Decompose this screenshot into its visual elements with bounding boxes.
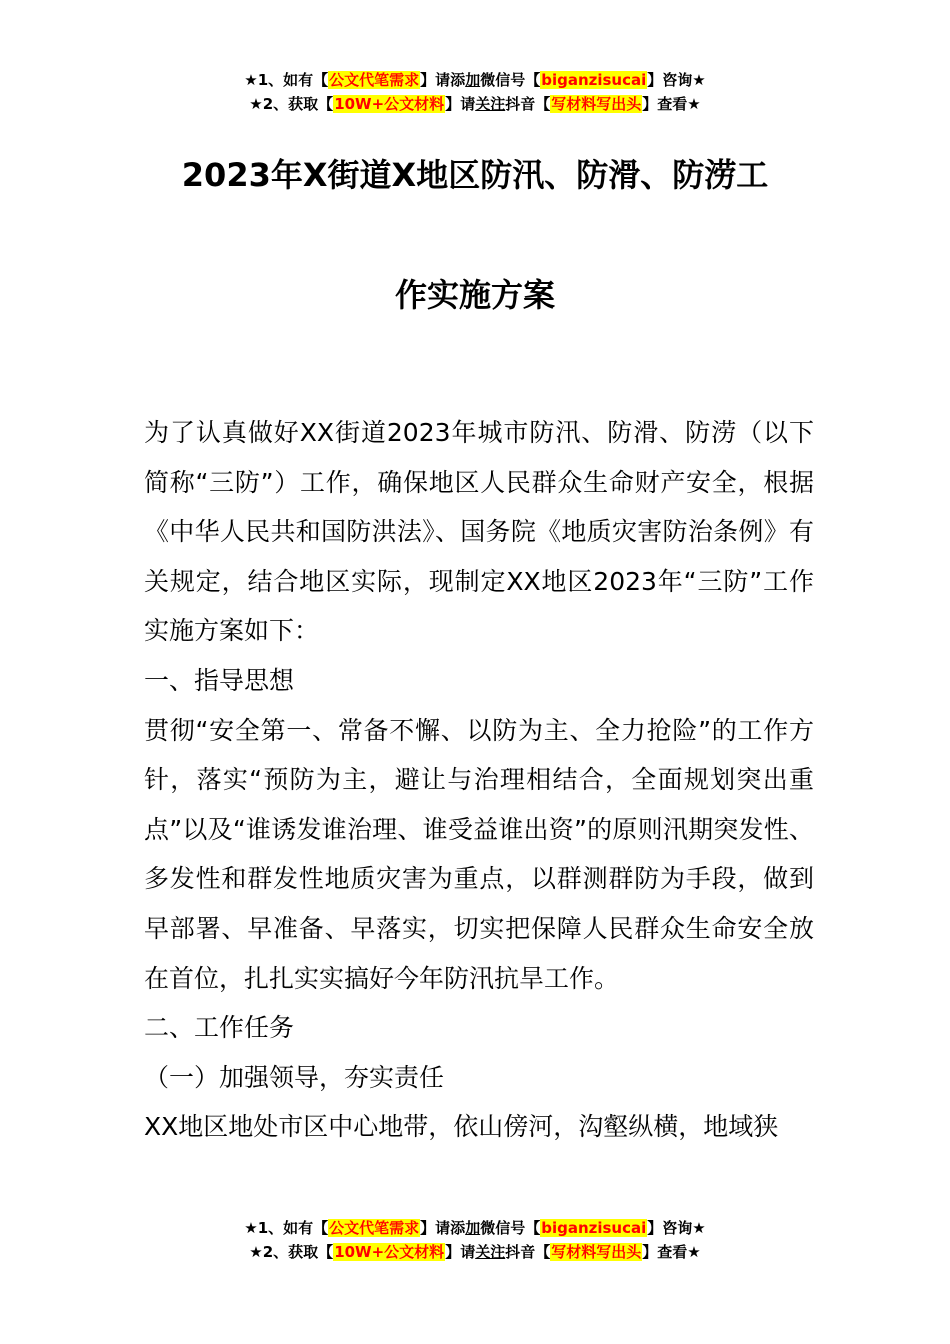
banner-highlight: biganzisucai: [541, 71, 647, 89]
intro-paragraph: 为了认真做好XX街道2023年城市防汛、防滑、防涝（以下简称“三防”）工作，确保地区人民群众生命财产安全，根据《中华人民共和国防洪法》、国务院《地质灾害防治条例》有关规定，结合地区实际，现制定XX地区2023年“三防”工作实施方案如下：: [144, 418, 814, 646]
banner-highlight: 公文代笔需求: [329, 71, 420, 89]
banner-line-1: ★1、如有【公文代笔需求】请添加微信号【biganzisucai】咨询★: [244, 1219, 706, 1237]
banner-highlight: 公文代笔需求: [329, 1219, 420, 1237]
footer-banner: [0, 1216, 950, 1264]
banner-highlight: 写材料写出头: [551, 95, 642, 113]
header-banner: [0, 68, 950, 116]
document-title-line-1: 2023年X街道X地区防汛、防滑、防涝工: [181, 156, 769, 194]
document-body: [144, 408, 814, 1152]
leadership-paragraph: XX地区地处市区中心地带，依山傍河，沟壑纵横，地域狭: [144, 1112, 779, 1142]
guiding-ideology-paragraph: 贯彻“安全第一、常备不懈、以防为主、全力抢险”的工作方针，落实“预防为主，避让与治理相结合，全面规划突出重点”以及“谁诱发谁治理、谁受益谁出资”的原则汛期突发性、多发性和群发性地质灾害为重点，以群测群防为手段，做到早部署、早准备、早落实，切实把保障人民群众生命安全放在首位，扎扎实实搞好今年防汛抗旱工作。: [144, 715, 814, 993]
section-heading-1: 一、指导思想: [144, 665, 295, 695]
banner-line-1: ★1、如有【公文代笔需求】请添加微信号【biganzisucai】咨询★: [244, 71, 706, 89]
section-heading-2: 二、工作任务: [144, 1013, 295, 1043]
document-title-line-2: 作实施方案: [394, 276, 555, 314]
banner-highlight: 10W+公文材料: [334, 95, 445, 113]
banner-highlight: biganzisucai: [541, 1219, 647, 1237]
subsection-heading-1: （一）加强领导，夯实责任: [144, 1062, 445, 1092]
banner-highlight: 写材料写出头: [551, 1243, 642, 1261]
banner-line-2: ★2、获取【10W+公文材料】请关注抖音【写材料写出头】查看★: [249, 1243, 701, 1261]
banner-highlight: 10W+公文材料: [334, 1243, 445, 1261]
banner-line-2: ★2、获取【10W+公文材料】请关注抖音【写材料写出头】查看★: [249, 95, 701, 113]
